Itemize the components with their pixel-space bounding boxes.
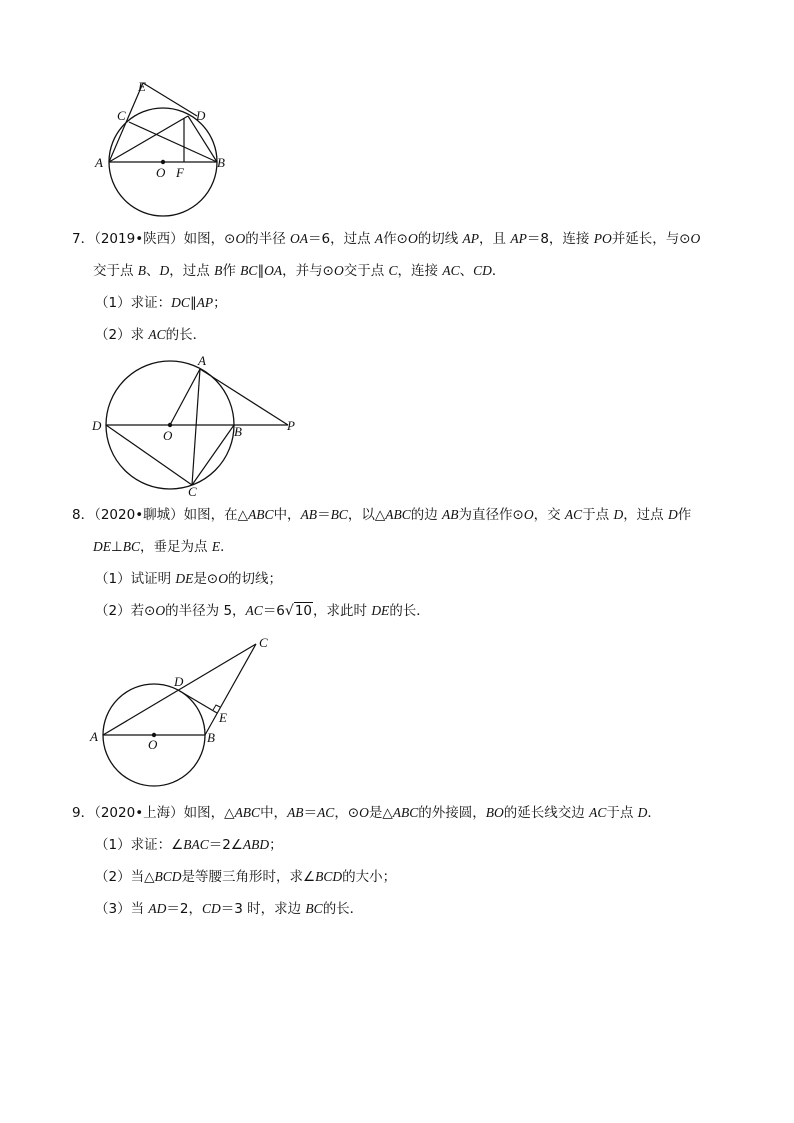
center-dot [161, 160, 165, 164]
q7-text: ＝6，过点 [308, 231, 375, 247]
q7-text: ，过点 [169, 263, 215, 279]
q7-var: CD [473, 263, 492, 278]
q7-var: O [690, 231, 701, 246]
label-d: D [174, 674, 184, 689]
q8-source: （2020•聊城） [94, 507, 184, 523]
q8-var: ABC [385, 507, 411, 522]
q7-text: 作 [222, 263, 241, 279]
q8-var: ABC [248, 507, 274, 522]
q7-text: 交于点 [343, 263, 389, 279]
q7-text: 的半径 [245, 231, 291, 247]
q9-text: ＝2， [166, 901, 202, 917]
q8-var: O [155, 603, 166, 618]
q7-part2 [95, 326, 206, 344]
q8-var: AC [564, 507, 583, 522]
q8-var: O [218, 571, 228, 586]
label-c: C [259, 635, 268, 650]
label-b: B [234, 424, 242, 439]
q8-text: 于点 [582, 507, 614, 523]
q7-var: C [388, 263, 398, 278]
q9-var: AD [148, 901, 167, 916]
q7-text: ，且 [479, 231, 511, 247]
q8-var: AB [300, 507, 318, 522]
q7-text: （2）求 [95, 327, 149, 343]
q9-var: BAC [183, 837, 209, 852]
q8-text: ，交 [533, 507, 565, 523]
q8-text: （2）若⊙ [95, 603, 156, 619]
q9-var: BCD [154, 869, 182, 884]
q9-part3 [95, 900, 363, 918]
label-a: A [90, 729, 98, 744]
label-a: A [95, 155, 103, 170]
figure-q8 [86, 630, 286, 790]
q7-number: 7． [72, 231, 95, 247]
q8-var: O [523, 507, 534, 522]
segment-bc [192, 425, 234, 485]
q7-part1 [95, 294, 227, 312]
q9-var: AC [589, 805, 607, 820]
q7-text: 并延长，与⊙ [611, 231, 691, 247]
q9-text: 中， [260, 805, 288, 821]
q9-text: 的延长线交边 [503, 805, 590, 821]
q9-text: （2）当△ [95, 869, 155, 885]
q7-text: （1）求证： [95, 295, 172, 311]
segment-ac [103, 644, 256, 735]
q9-text: （1）求证：∠ [95, 837, 184, 853]
q8-text: 如图，在△ [183, 507, 249, 523]
q7-text: ． [491, 263, 506, 279]
figure-q6-svg [92, 76, 242, 221]
q7-var: O [333, 263, 344, 278]
label-o: O [156, 165, 166, 180]
q8-text: ⊥ [111, 539, 123, 555]
q7-text: 交于点 [93, 263, 138, 279]
segment-dc [106, 425, 192, 485]
q8-number: 8． [72, 507, 95, 523]
q8-line2 [93, 538, 234, 556]
q7-var: D [159, 263, 170, 278]
q8-text: 的长． [389, 603, 430, 619]
q9-text: （3）当 [95, 901, 149, 917]
q7-var: DC [171, 295, 190, 310]
q9-part2 [95, 868, 396, 886]
q8-text: ＝6 [262, 603, 285, 619]
q9-line1 [72, 804, 661, 822]
q7-text: ∥ [189, 295, 197, 311]
q9-text: ，⊙ [334, 805, 360, 821]
q9-number: 9． [72, 805, 95, 821]
q7-line1 [72, 230, 700, 248]
q7-var: PO [593, 231, 612, 246]
label-b: B [207, 730, 215, 745]
q9-text: 是等腰三角形时，求∠ [181, 869, 316, 885]
q8-text: 中， [273, 507, 301, 523]
label-e: E [219, 710, 227, 725]
label-f: F [176, 165, 184, 180]
segment-ae [109, 83, 143, 162]
segment-ed [143, 83, 197, 116]
q8-text: ，以△ [347, 507, 386, 523]
q7-text: ∥ [257, 263, 265, 279]
segment-ac [192, 369, 200, 485]
q9-text: 的大小； [342, 869, 397, 885]
segment-bc [205, 644, 256, 735]
q9-text: 的长． [322, 901, 364, 917]
q9-var: D [637, 805, 648, 820]
q9-text: 于点 [606, 805, 638, 821]
q9-var: BCD [315, 869, 343, 884]
q7-text: 、 [459, 263, 474, 279]
q8-text: 为直径作⊙ [458, 507, 524, 523]
figure-q6 [92, 76, 242, 221]
label-d: D [92, 418, 102, 433]
q9-text: ＝ [303, 805, 318, 821]
label-o: O [148, 737, 158, 752]
q7-text: 、 [146, 263, 160, 279]
q7-text: ，连接 [397, 263, 443, 279]
q7-text: 作⊙ [383, 231, 408, 247]
q9-text: ； [269, 837, 283, 853]
q8-var: DE [93, 539, 111, 554]
q9-var: AB [287, 805, 304, 820]
q8-text: ． [220, 539, 234, 555]
label-c: C [188, 484, 197, 499]
label-e: E [138, 79, 146, 94]
q9-var: BC [305, 901, 323, 916]
sqrt-radicand: 10 [294, 603, 313, 619]
q8-var: E [211, 539, 221, 554]
q8-text: ，垂足为点 [140, 539, 212, 555]
q8-text: ＝ [317, 507, 331, 523]
q8-var: AB [442, 507, 459, 522]
q9-text: ． [647, 805, 661, 821]
q9-var: CD [201, 901, 221, 916]
q7-var: B [137, 263, 147, 278]
label-p: P [287, 418, 295, 433]
q7-text: 的切线 [417, 231, 463, 247]
q8-var: AC [245, 603, 263, 618]
q7-var: O [235, 231, 246, 246]
label-d: D [196, 108, 206, 123]
figure-q8-svg [86, 630, 286, 790]
sqrt-sign: √ [284, 603, 294, 619]
label-b: B [217, 155, 225, 170]
q9-var: ABC [234, 805, 261, 820]
figure-q7-svg [88, 352, 308, 502]
q7-text: 的长． [165, 327, 207, 343]
q7-var: B [214, 263, 223, 278]
q9-source: （2020•上海） [94, 805, 184, 821]
label-c: C [117, 108, 126, 123]
q7-text: ＝8，连接 [526, 231, 594, 247]
q9-text: 的外接圆， [418, 805, 486, 821]
q8-part2 [95, 602, 430, 620]
q8-line1 [72, 506, 691, 524]
q8-text: 的半径为 5， [165, 603, 246, 619]
q7-text: ，并与⊙ [282, 263, 334, 279]
q7-text: ； [213, 295, 227, 311]
q8-var: DE [175, 571, 194, 586]
q9-var: AC [317, 805, 335, 820]
q8-text: 的切线； [227, 571, 282, 587]
label-o: O [163, 428, 173, 443]
q8-text: （1）试证明 [95, 571, 176, 587]
q8-text: 的边 [410, 507, 443, 523]
q9-text: 是△ [368, 805, 393, 821]
q9-text: ＝2∠ [208, 837, 243, 853]
q8-text: ，过点 [623, 507, 668, 523]
center-dot [168, 423, 172, 427]
figure-q7 [88, 352, 308, 502]
q7-text: 如图，⊙ [183, 231, 236, 247]
q7-var: A [374, 231, 384, 246]
q7-var: AP [196, 295, 214, 310]
q9-part1 [95, 836, 283, 854]
q7-var: BC [240, 263, 258, 278]
q7-var: AP [462, 231, 480, 246]
q8-var: D [613, 507, 624, 522]
q9-text: 如图，△ [183, 805, 235, 821]
q9-text: ＝3 时，求边 [220, 901, 306, 917]
q7-var: OA [264, 263, 283, 278]
q8-text: ，求此时 [313, 603, 372, 619]
q8-text: 作 [677, 507, 692, 523]
segment-oa [170, 369, 200, 425]
q7-var: O [407, 231, 418, 246]
q7-line2 [93, 262, 505, 280]
q9-var: ABD [242, 837, 270, 852]
q8-var: BC [330, 507, 348, 522]
q7-var: OA [290, 231, 309, 246]
q8-var: DE [371, 603, 390, 618]
segment-ap [200, 369, 288, 425]
q8-part1 [95, 570, 282, 588]
q8-var: BC [122, 539, 141, 554]
q9-var: BO [485, 805, 504, 820]
q7-var: AC [148, 327, 166, 342]
q9-var: ABC [392, 805, 419, 820]
label-a: A [198, 353, 206, 368]
q7-source: （2019•陕西） [94, 231, 184, 247]
q7-var: AC [442, 263, 460, 278]
q7-var: AP [510, 231, 527, 246]
q8-var: D [667, 507, 678, 522]
q9-var: O [359, 805, 369, 820]
q8-text: 是⊙ [193, 571, 219, 587]
